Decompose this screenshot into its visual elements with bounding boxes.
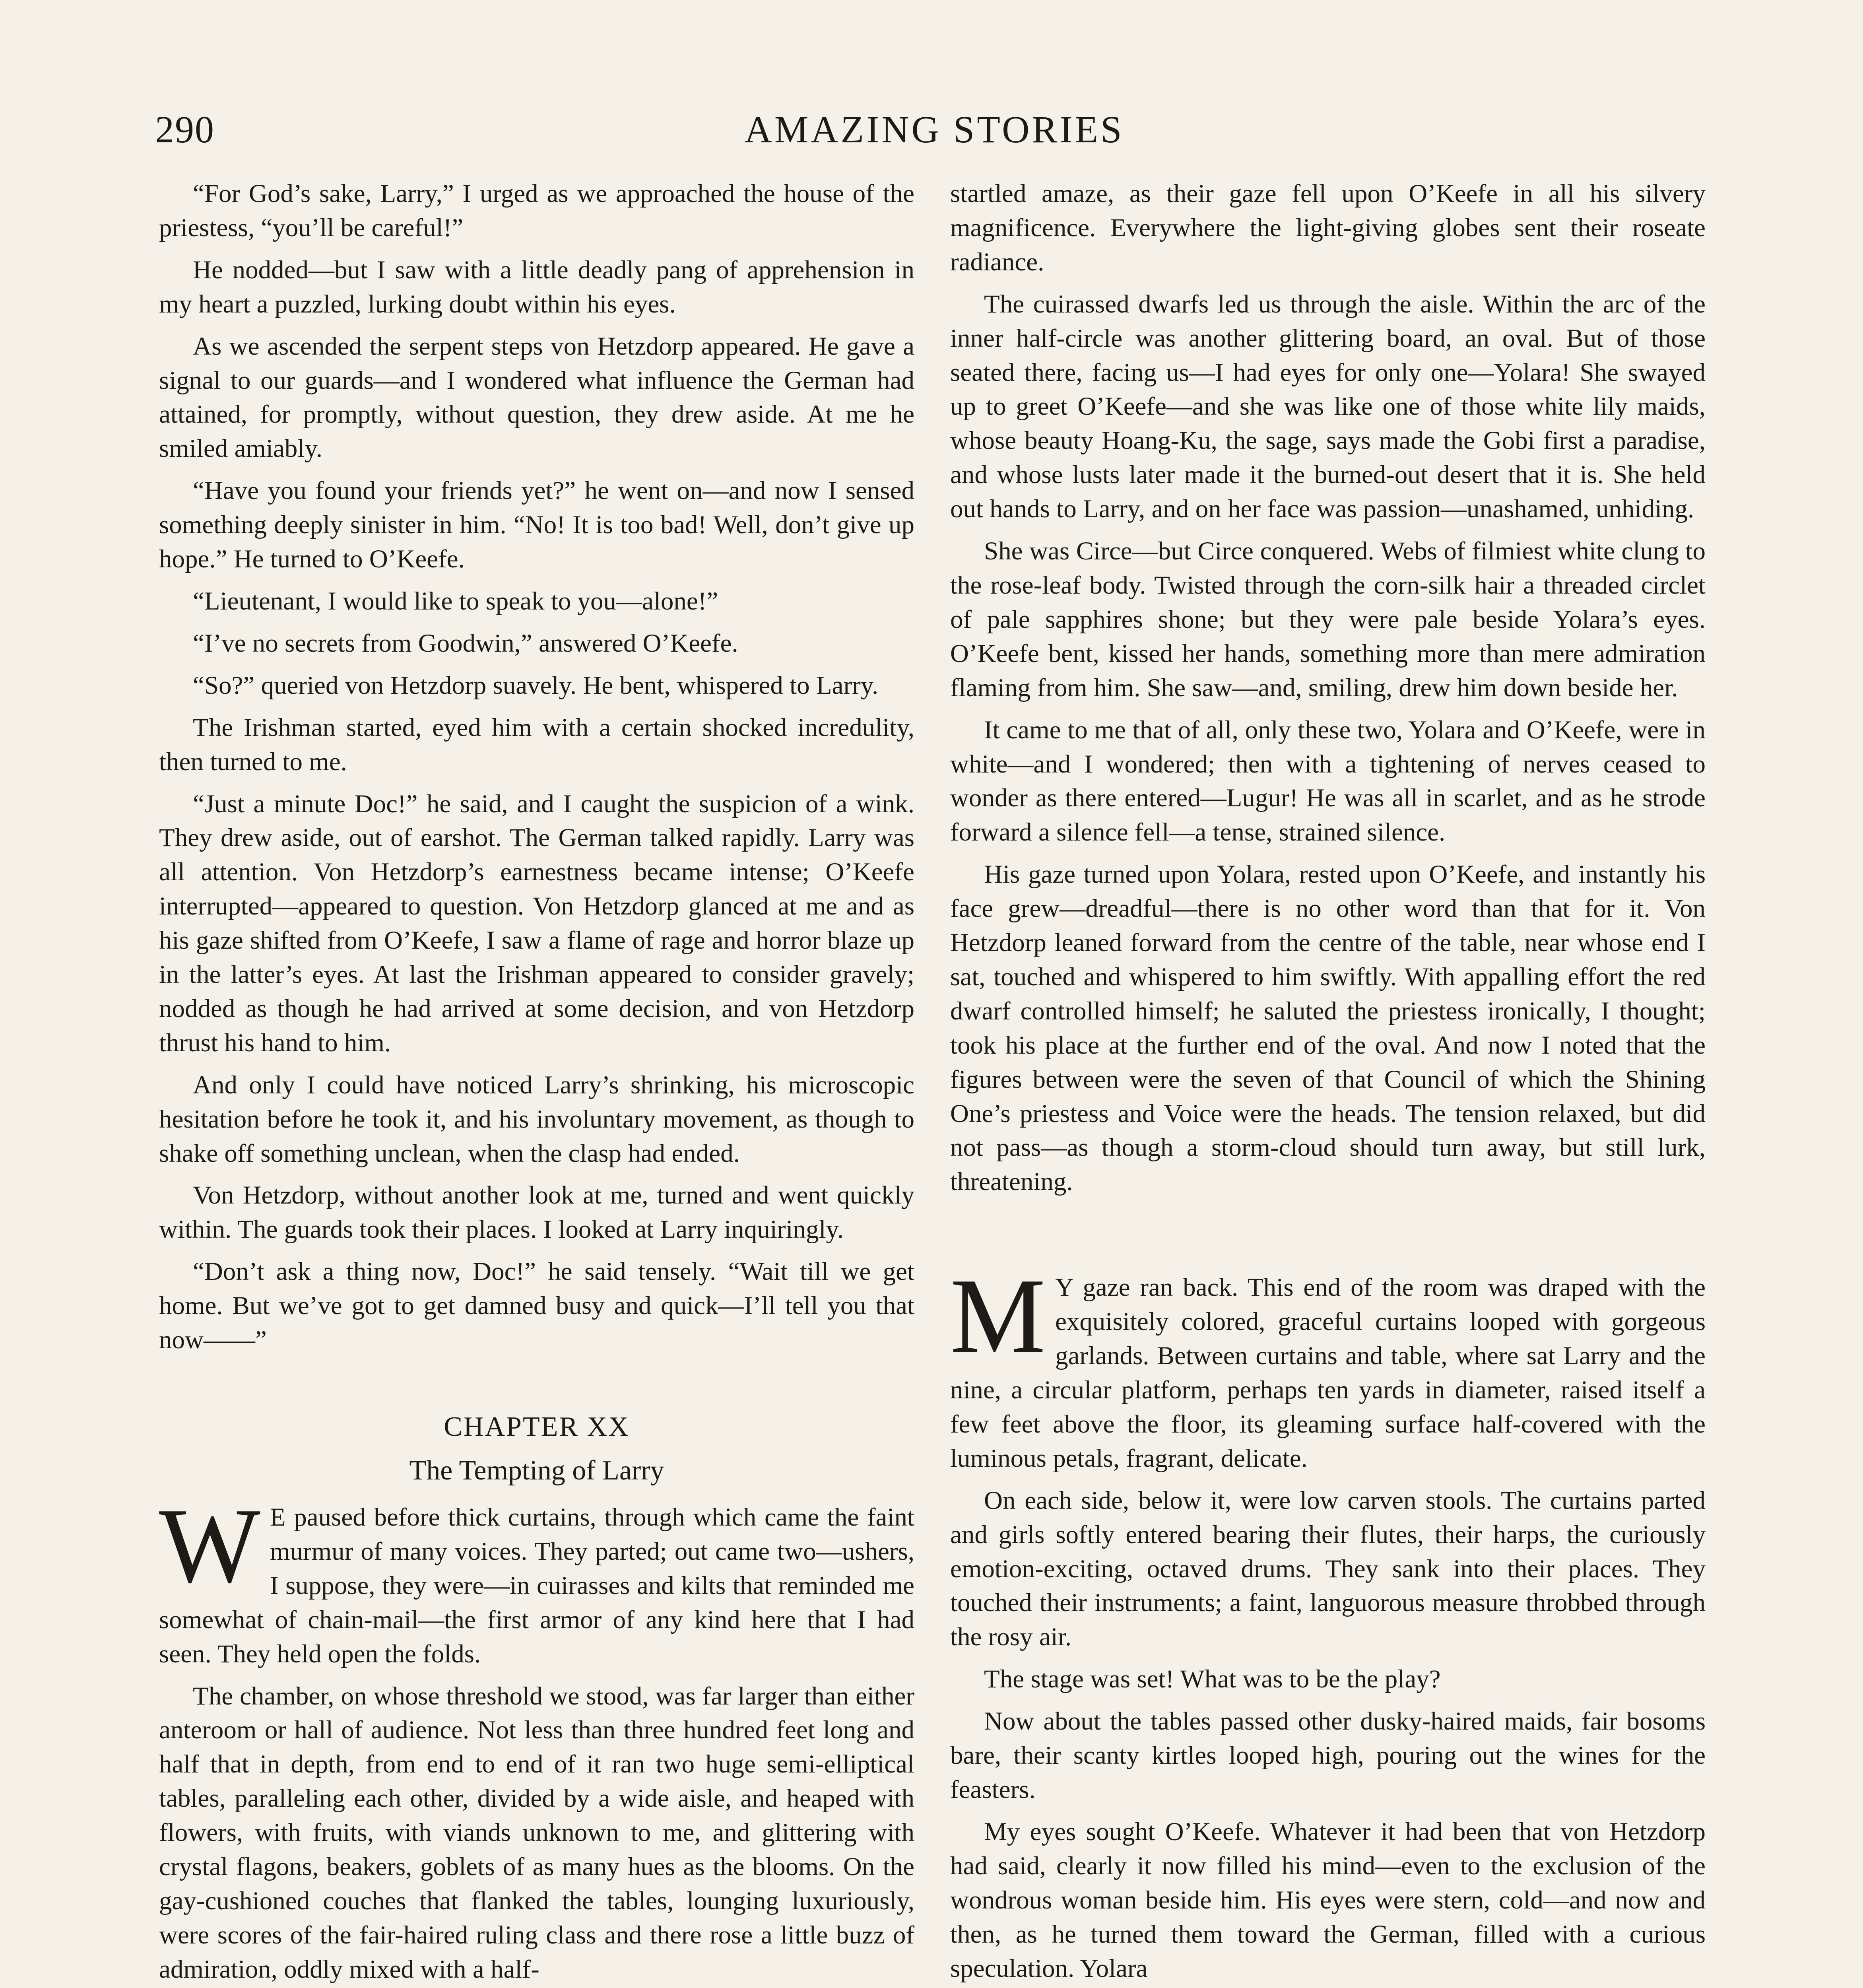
paragraph: The cuirassed dwarfs led us through the aisle. Within the arc of the inner half-circle was another glittering board, an oval. But of those seated there, facing us—I had eyes for only one—Yolara! She swayed up to greet O’Keefe—and she was like one of those white lily maids, whose beauty Hoang-Ku, the sage, says made the Gobi first a paradise, and whose lusts later made it the burned-out desert that it is. She held out hands to Larry, and on her face was passion—unashamed, unhiding. [950,289,1706,524]
paragraph: On each side, below it, were low carven stools. The curtains parted and girls softly entered bearing their flutes, their harps, the curiously emotion-exciting, octaved drums. They sank into their places. They touched their instruments; a faint, languorous measure throbbed through the rosy air. [950,1486,1706,1652]
paragraph: “Just a minute Doc!” he said, and I caught the suspicion of a wink. They drew aside, out of earshot. The German talked rapidly. Larry was all attention. Von Hetzdorp’s earnestness became intense; O’Keefe interrupted—appeared to question. Von Hetzdorp glanced at me and as his gaze shifted from O’Keefe, I saw a flame of rage and horror blaze up in the latter’s eyes. At last the Irishman appeared to consider gravely; nodded as though he had arrived at some decision, and von Hetzdorp thrust his hand to him. [159,789,914,1057]
paragraph: He nodded—but I saw with a little deadly pang of apprehension in my heart a puzzled, lurking doubt within his eyes. [159,255,914,318]
section-opening-text: Y gaze ran back. This end of the room was draped with the exquisitely colored, graceful curtains looped with gorgeous garlands. Between curtains and table, where sat Larry and the nine, a circular platform, perhaps ten yards in diameter, raised itself a few feet above the floor, its gleaming surface half-covered with the luminous petals, fragrant, delicate. [950,1273,1706,1473]
page-header [155,107,1714,167]
paragraph: She was Circe—but Circe conquered. Webs of filmiest white clung to the rose-leaf body. Twisted through the corn-silk hair a threaded circlet of pale sapphires shone; but they were pale beside Yolara’s eyes. O’Keefe bent, kissed her hands, something more than mere admiration flaming from him. She saw—and, smiling, drew him down beside her. [950,537,1706,702]
paragraph: It came to me that of all, only these two, Yolara and O’Keefe, were in white—and I wondered; then with a tightening of nerves ceased to wonder as there entered—Lugur! He was all in scarlet, and as he strode forward a silence fell—a tense, strained silence. [950,715,1706,847]
drop-cap: W [159,1486,260,1605]
paragraph: As we ascended the serpent steps von Hetzdorp appeared. He gave a signal to our guards—and I wondered what influence the German had attained, for promptly, without question, they drew aside. At me he smiled amiably. [159,332,914,463]
paragraph: My eyes sought O’Keefe. Whatever it had been that von Hetzdorp had said, clearly it now filled his mind—even to the exclusion of the wondrous woman beside him. His eyes were stern, cold—and now and then, as he turned them toward the German, filled with a curious speculation. Yolara [950,1817,1706,1983]
paragraph: And only I could have noticed Larry’s shrinking, his microscopic hesitation before he took it, and his involuntary movement, as though to shake off something unclean, when the clasp had ended. [159,1070,914,1168]
chapter-opening-text: E paused before thick curtains, through which came the faint murmur of many voices. They parted; out came two—ushers, I suppose, they were—in cuirasses and kilts that reminded me somewhat of chain-mail—the first armor of any kind here that I had seen. They held open the folds. [159,1503,914,1668]
paragraph: “Lieutenant, I would like to speak to you—alone!” [193,586,718,615]
paragraph: His gaze turned upon Yolara, rested upon O’Keefe, and instantly his face grew—dreadful—there is no other word than that for it. Von Hetzdorp leaned forward from the centre of the table, near whose end I sat, touched and whispered to him swiftly. With appalling effort the red dwarf controlled himself; he saluted the priestess ironically, I thought; took his place at the further end of the oval. And now I noted that the figures between were the seven of that Council of which the Shining One’s priestess and Voice were the heads. The tension relaxed, but did not pass—as though a storm-cloud should turn away, but still lurk, threatening. [950,860,1706,1196]
page-number: 290 [155,108,215,151]
drop-cap: M [950,1256,1046,1376]
chapter-heading: CHAPTER XX [444,1411,630,1442]
left-paragraphs-before [159,177,914,1357]
section-first-paragraph [950,1256,1706,1475]
paragraph: Now about the tables passed other dusky-haired maids, fair bosoms bare, their scanty kirtles looped high, pouring out the wines for the feasters. [950,1707,1706,1804]
running-title: AMAZING STORIES [744,108,1124,151]
paragraph: The stage was set! What was to be the play? [984,1665,1441,1694]
paragraph: Von Hetzdorp, without another look at me, turned and went quickly within. The guards took their places. I looked at Larry inquiringly. [159,1181,914,1244]
paragraph: “Don’t ask a thing now, Doc!” he said tensely. “Wait till we get home. But we’ve got to get damned busy and quick—I’ll tell you that now——” [159,1257,914,1355]
left-column [159,177,914,1988]
paragraph: “So?” queried von Hetzdorp suavely. He bent, whispered to Larry. [193,671,879,700]
paragraph: The chamber, on whose threshold we stood, was far larger than either anteroom or hall of audience. Not less than three hundred feet long and half that in depth, from end to end of it ran two huge semi-elliptical tables, paralleling each other, divided by a wide aisle, and heaped with flowers, with fruits, with viands unknown to me, and glittering with crystal flagons, beakers, goblets of as many hues as the blooms. On the gay-cushioned couches that flanked the tables, lounging luxuriously, were scores of the fair-haired ruling class and there rose a little buzz of admiration, oddly mixed with a half- [159,1681,914,1984]
paragraph: “I’ve no secrets from Goodwin,” answered O’Keefe. [193,629,738,658]
section-break [950,1207,1706,1271]
chapter-title: The Tempting of Larry [409,1455,664,1486]
right-column [950,177,1706,1988]
paragraph: The Irishman started, eyed him with a certain shocked incredulity, then turned to me. [159,713,914,776]
chapter-first-paragraph [159,1486,914,1672]
paragraph: “Have you found your friends yet?” he went on—and now I sensed something deeply sinister in him. “No! It is too bad! Well, don’t give up hope.” He turned to O’Keefe. [159,476,914,574]
continuation-paragraph: startled amaze, as their gaze fell upon O’Keefe in all his silvery magnificence. Everywhere the light-giving globes sent their roseate radiance. [950,179,1706,276]
paragraph: “For God’s sake, Larry,” I urged as we approached the house of the priestess, “you’ll be careful!” [159,179,914,242]
